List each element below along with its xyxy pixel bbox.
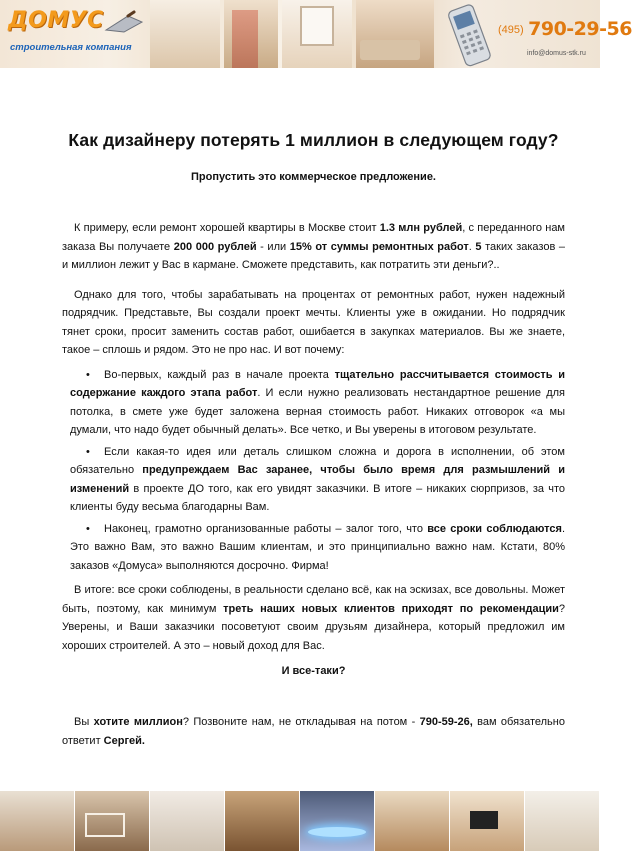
emphasis-text: Сергей. bbox=[103, 734, 145, 747]
emphasis-text: 5 bbox=[475, 240, 482, 253]
header-phone[interactable] bbox=[498, 18, 632, 40]
phone-code: (495) bbox=[498, 24, 524, 36]
emphasis-text: предупреждаем Вас заранее, чтобы было время для размышлений и изменений bbox=[70, 464, 566, 495]
header-banner bbox=[0, 0, 632, 68]
emphasis-text: хотите миллион bbox=[93, 716, 183, 728]
footer-photo bbox=[300, 791, 375, 851]
bullet-icon: • bbox=[86, 368, 90, 381]
logo-text: ДОМУС bbox=[8, 8, 104, 33]
bullet-icon: • bbox=[86, 445, 90, 458]
header-email[interactable]: info@domus-stk.ru bbox=[527, 50, 586, 57]
page-title: Как дизайнеру потерять 1 миллион в следующем году? bbox=[68, 130, 559, 150]
footer-photo bbox=[150, 791, 225, 851]
banner-photo-hall bbox=[150, 0, 220, 68]
list-item-text: Во-первых, каждый раз в начале проекта тщательно рассчитывается стоимость и содержание каждого этапа работ. И если нужно реализовать нестандартное решение для потолка, в смете уже будет заложена верная стоимость работ. Никаких отговорок «а мы думали, что надо будет обычный делать». Все четко, и Вы уверены в итоговом результате. bbox=[70, 368, 565, 436]
article-body bbox=[62, 130, 565, 750]
footer-photo bbox=[375, 791, 450, 851]
page-subtitle: Пропустить это коммерческое предложение. bbox=[191, 171, 436, 183]
emphasis-text: все сроки соблюдаются bbox=[427, 522, 562, 535]
footer-photo bbox=[450, 791, 525, 851]
banner-red-wall bbox=[232, 10, 258, 68]
emphasis-text: тщательно рассчитывается стоимость и содержание каждого этапа работ bbox=[70, 368, 565, 399]
emphasis-text: 200 000 рублей bbox=[173, 240, 257, 253]
list-item bbox=[70, 366, 565, 440]
paragraph-reliable-contractor: Однако для того, чтобы зарабатывать на процентах от ремонтных работ, нужен надежный подрядчик. Представьте, Вы создали проект мечты. Клиенты уже в ожидании. Но подрядчик тянет сроки, просит заменить состав работ, ошибается в закупках материалов. Вы же знаете, такое – сплошь и рядом. Это не про нас. И вот почему: bbox=[62, 288, 565, 356]
footer-photo-strip bbox=[0, 791, 600, 851]
logo-tagline: строительная компания bbox=[10, 42, 132, 53]
list-item bbox=[70, 520, 565, 576]
trowel-icon bbox=[104, 12, 144, 34]
closing-question: И все-таки? bbox=[281, 665, 346, 677]
banner-window bbox=[300, 6, 334, 46]
paragraph-call-to-action: Вы хотите миллион? Позвоните нам, не откладывая на потом - 790-59-26, вам обязательно ответит Сергей. bbox=[62, 716, 565, 747]
emphasis-text: 790-59-26, bbox=[419, 716, 473, 728]
footer-photo bbox=[75, 791, 150, 851]
footer-photo bbox=[525, 791, 600, 851]
mobile-phone-icon bbox=[442, 2, 498, 66]
benefits-list bbox=[62, 366, 565, 576]
bullet-icon: • bbox=[86, 522, 90, 535]
paragraph-example-calculation: К примеру, если ремонт хорошей квартиры в Москве стоит 1.3 млн рублей, с переданного нам заказа Вы получаете 200 000 рублей - или 15% от суммы ремонтных работ. 5 таких заказов – и миллион лежит у Вас в кармане. Сможете представить, как потратить эти деньги?.. bbox=[62, 222, 565, 271]
emphasis-text: 15% от суммы ремонтных работ bbox=[289, 240, 469, 253]
tv-decor bbox=[470, 811, 498, 829]
ceiling-light-decor bbox=[308, 827, 366, 837]
banner-bed bbox=[360, 40, 420, 60]
list-item-text: Наконец, грамотно организованные работы – залог того, что все сроки соблюдаются. Это важно Вам, это важно Вашим клиентам, и это принципиально важно нам. Кстати, 80% заказов «Домуса» выполняются досрочно. Фирма! bbox=[70, 522, 565, 572]
list-item-text: Если какая-то идея или деталь слишком сложна и дорога в исполнении, об этом обязательно предупреждаем Вас заранее, чтобы было время для размышлений и изменений в проекте ДО того, как его увидят заказчики. В итоге – никаких сюрпризов, за что клиенты буду весьма благодарны Вам. bbox=[70, 445, 566, 513]
shelf-decor bbox=[85, 813, 125, 837]
phone-number: 790-29-56 bbox=[528, 18, 632, 40]
company-logo[interactable] bbox=[6, 6, 146, 56]
emphasis-text: 1.3 млн рублей bbox=[379, 222, 463, 234]
list-item bbox=[70, 443, 565, 517]
footer-photo bbox=[0, 791, 75, 851]
paragraph-summary: В итоге: все сроки соблюдены, в реальности сделано всё, как на эскизах, все довольны. Может быть, поэтому, как минимум треть наших новых клиентов приходят по рекомендации? Уверены, и Ваши заказчики посоветуют своим друзьям дизайнера, который предложил им хороших строителей. А это – новый доход для Вас. bbox=[62, 584, 565, 652]
emphasis-text: треть наших новых клиентов приходят по рекомендации bbox=[223, 602, 559, 615]
footer-photo bbox=[225, 791, 300, 851]
